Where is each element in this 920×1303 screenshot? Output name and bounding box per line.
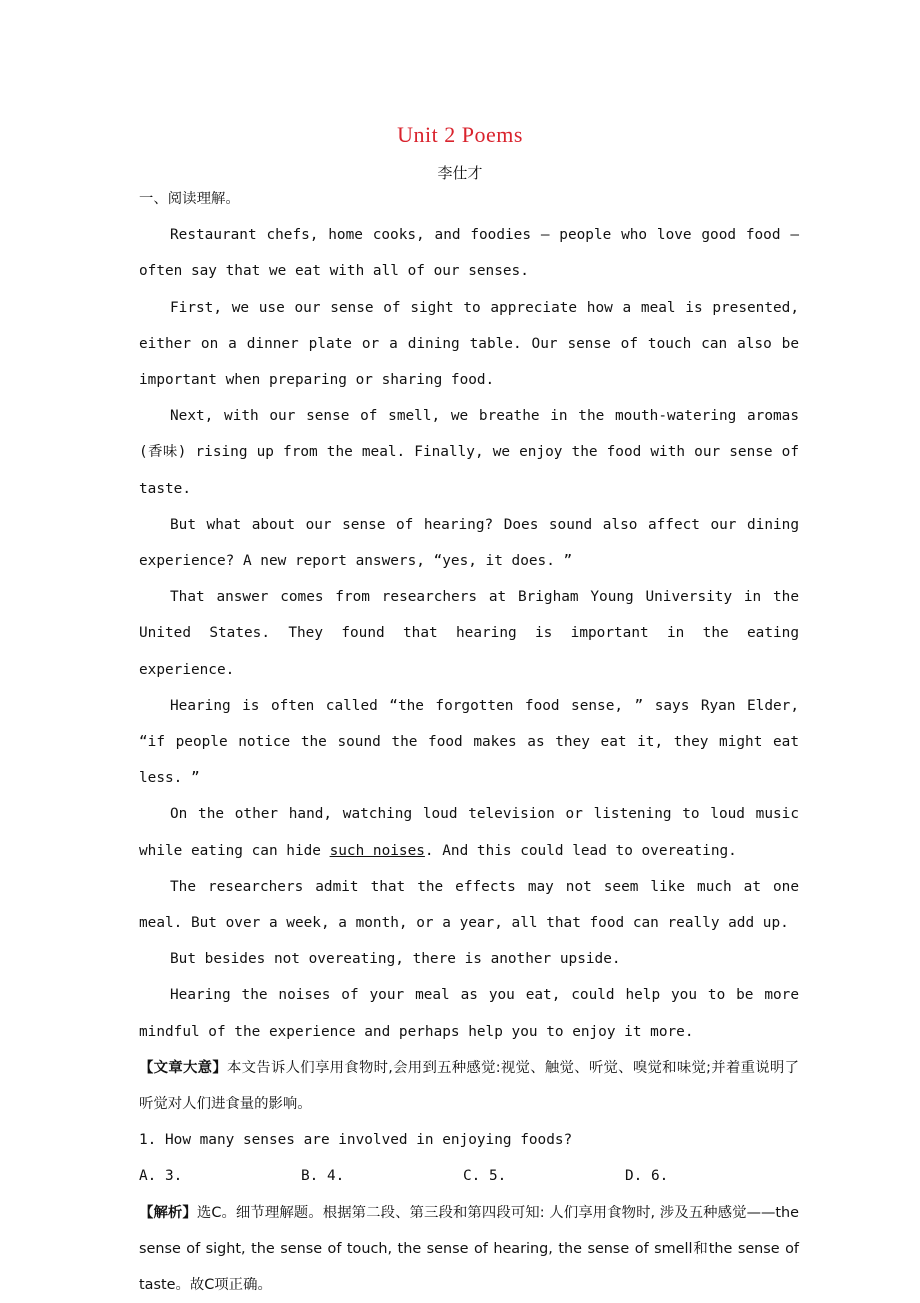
option-b: B. 4.: [301, 1168, 345, 1185]
passage-paragraph-1: Restaurant chefs, home cooks, and foodies — people who love good food — often say that we eat with all of our senses.: [139, 227, 799, 280]
summary-block: [139, 1050, 799, 1122]
author-name: 李仕才: [437, 164, 483, 182]
question-1-stem: 1. How many senses are involved in enjoying foods?: [139, 1132, 573, 1149]
analysis-label: 【解析】: [139, 1204, 197, 1221]
summary-label: 【文章大意】: [139, 1059, 227, 1076]
analysis-block: [139, 1195, 799, 1303]
document-body: [139, 181, 799, 1303]
underlined-phrase: such noises: [329, 842, 425, 859]
passage-paragraph-5: That answer comes from researchers at Brigham Young University in the United States. They found that hearing is important in the eating experience.: [139, 589, 799, 678]
section-heading: 一、阅读理解。: [139, 191, 240, 207]
passage-paragraph-8: The researchers admit that the effects may not seem like much at one meal. But over a week, a month, or a year, all that food can really add up.: [139, 878, 799, 932]
passage-paragraph-10: Hearing the noises of your meal as you eat, could help you to be more mindful of the experience and perhaps help you to enjoy it more.: [139, 987, 799, 1040]
option-c: C. 5.: [463, 1168, 507, 1185]
passage-paragraph-4: But what about our sense of hearing? Does sound also affect our dining experience? A new report answers, “yes, it does. ”: [139, 516, 799, 570]
passage-paragraph-2: First, we use our sense of sight to appreciate how a meal is presented, either on a dinner plate or a dining table. Our sense of touch can also be important when preparing or sharing food.: [139, 299, 799, 389]
paragraph-7-text-start: On the other hand, watching loud television or listening to loud music while eating can hide: [139, 806, 799, 859]
option-d: D. 6.: [625, 1168, 669, 1185]
passage-paragraph-6: Hearing is often called “the forgotten food sense, ” says Ryan Elder, “if people notice the sound the food makes as they eat it, they might eat less. ”: [139, 697, 799, 787]
paragraph-7-text-end: . And this could lead to overeating.: [424, 842, 737, 859]
passage-paragraph-7: [139, 796, 799, 868]
passage-paragraph-9: But besides not overeating, there is another upside.: [170, 951, 621, 968]
question-1-options: [139, 1158, 699, 1194]
summary-text: 本文告诉人们享用食物时,会用到五种感觉:视觉、触觉、听觉、嗅觉和味觉;并着重说明了听觉对人们进食量的影响。: [139, 1059, 799, 1113]
option-a: A. 3.: [139, 1168, 183, 1185]
passage-paragraph-3: Next, with our sense of smell, we breathe in the mouth-watering aromas (香味) rising up from the meal. Finally, we enjoy the food with our sense of taste.: [139, 408, 799, 497]
analysis-text: 选C。细节理解题。根据第二段、第三段和第四段可知: 人们享用食物时, 涉及五种感觉——the sense of sight, the sense of touch, the sense of hearing, the sense of smell和the sense of taste。故C项正确。: [139, 1204, 799, 1294]
page-title: Unit 2 Poems: [397, 122, 523, 147]
